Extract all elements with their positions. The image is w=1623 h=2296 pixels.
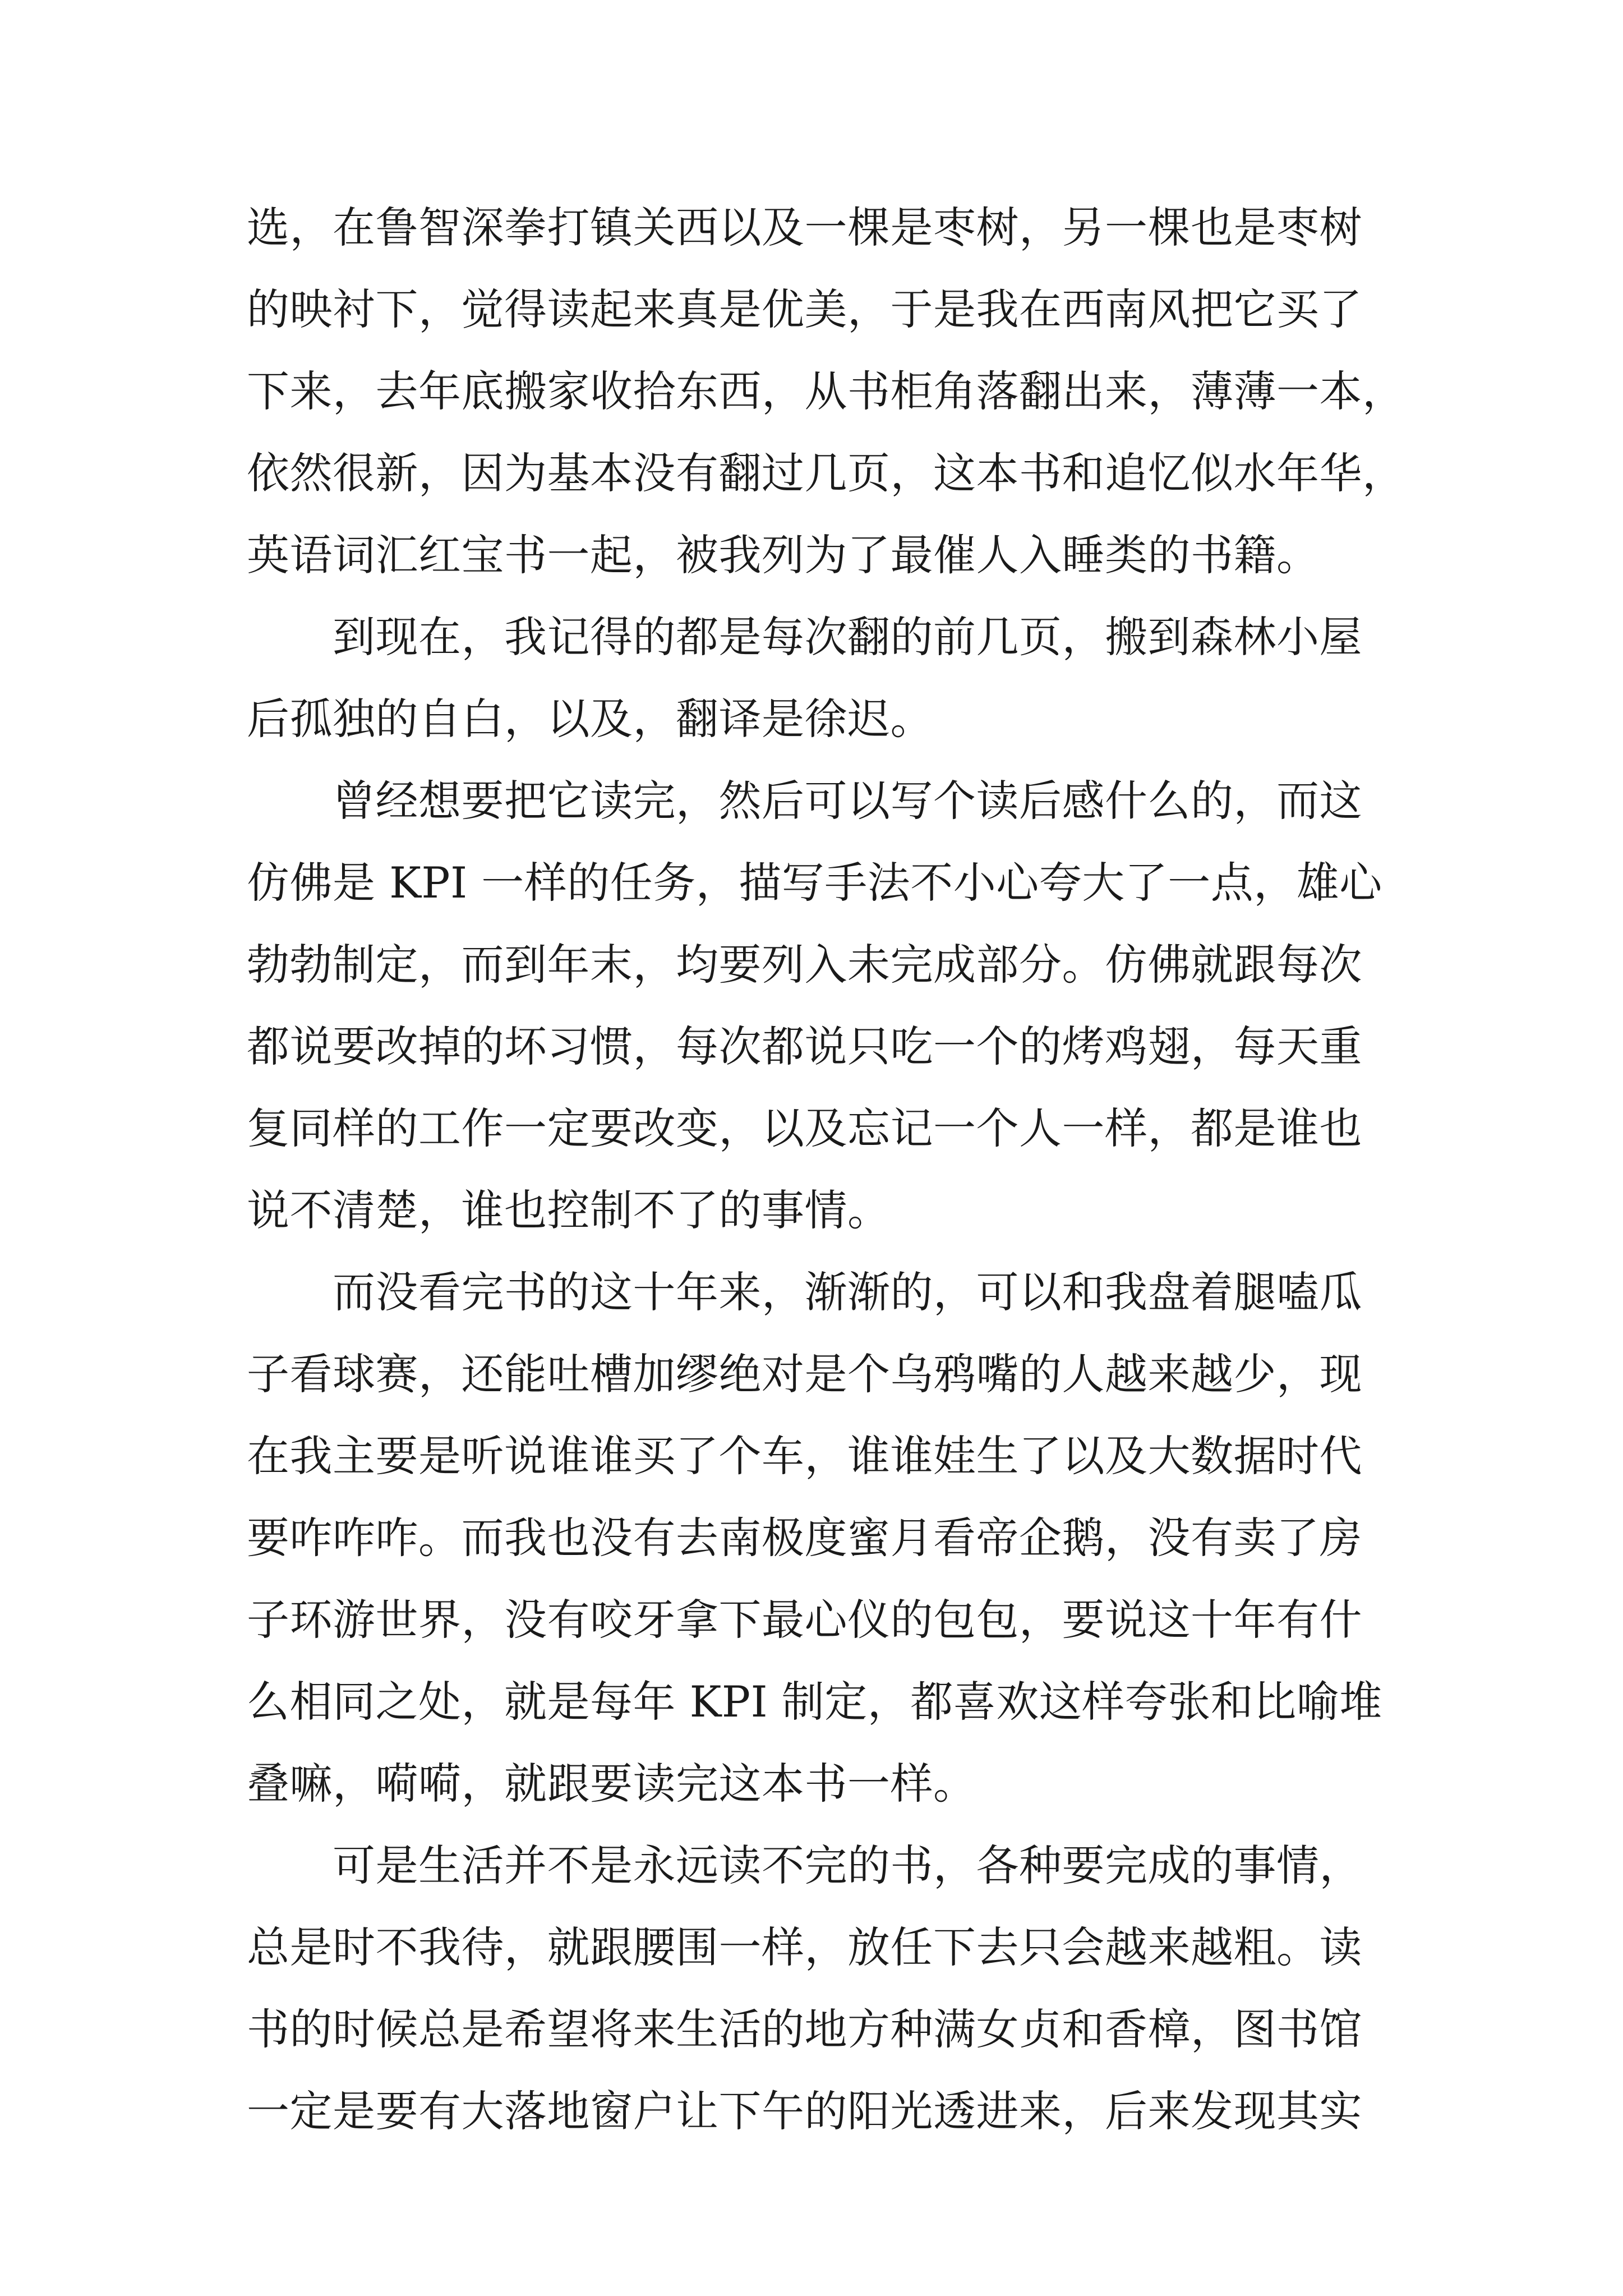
- text-line: 后孤独的自白，以及，翻译是徐迟。: [247, 694, 933, 744]
- text-line: 要咋咋咋。而我也没有去南极度蜜月看帝企鹅，没有卖了房: [247, 1513, 1362, 1563]
- text-line: 依然很新，因为基本没有翻过几页，这本书和追忆似水年华，: [247, 448, 1405, 498]
- text-line: 书的时候总是希望将来生活的地方种满女贞和香樟，图书馆: [247, 2004, 1362, 2054]
- text-line: 的映衬下，觉得读起来真是优美，于是我在西南风把它买了: [247, 284, 1362, 334]
- text-line: 到现在，我记得的都是每次翻的前几页，搬到森林小屋: [247, 612, 1362, 662]
- text-line: 可是生活并不是永远读不完的书，各种要完成的事情，: [247, 1841, 1362, 1890]
- text-line: 子看球赛，还能吐槽加缪绝对是个乌鸦嘴的人越来越少，现: [247, 1349, 1362, 1399]
- text-line: 曾经想要把它读完，然后可以写个读后感什么的，而这: [247, 776, 1362, 826]
- text-line: 仿佛是 KPI 一样的任务，描写手法不小心夸大了一点，雄心: [247, 858, 1382, 908]
- text-line: 选，在鲁智深拳打镇关西以及一棵是枣树，另一棵也是枣树: [247, 203, 1362, 252]
- text-line: 而没看完书的这十年来，渐渐的，可以和我盘着腿嗑瓜: [247, 1267, 1362, 1317]
- text-line: 叠嘛，嗬嗬，就跟要读完这本书一样。: [247, 1759, 976, 1809]
- text-line: 一定是要有大落地窗户让下午的阳光透进来，后来发现其实: [247, 2086, 1362, 2136]
- text-line: 总是时不我待，就跟腰围一样，放任下去只会越来越粗。读: [247, 1922, 1362, 1972]
- text-line: 复同样的工作一定要改变，以及忘记一个人一样，都是谁也: [247, 1103, 1362, 1153]
- text-line: 么相同之处，就是每年 KPI 制定，都喜欢这样夸张和比喻堆: [247, 1677, 1382, 1727]
- document-body: [247, 187, 1405, 2152]
- text-line: 下来，去年底搬家收拾东西，从书柜角落翻出来，薄薄一本，: [247, 366, 1405, 416]
- text-line: 在我主要是听说谁谁买了个车，谁谁娃生了以及大数据时代: [247, 1431, 1362, 1481]
- text-line: 勃勃制定，而到年末，均要列入未完成部分。仿佛就跟每次: [247, 940, 1362, 990]
- text-line: 都说要改掉的坏习惯，每次都说只吃一个的烤鸡翅，每天重: [247, 1022, 1362, 1071]
- text-line: 英语词汇红宝书一起，被我列为了最催人入睡类的书籍。: [247, 530, 1320, 580]
- text-line: 子环游世界，没有咬牙拿下最心仪的包包，要说这十年有什: [247, 1595, 1362, 1645]
- text-line: 说不清楚，谁也控制不了的事情。: [247, 1185, 891, 1235]
